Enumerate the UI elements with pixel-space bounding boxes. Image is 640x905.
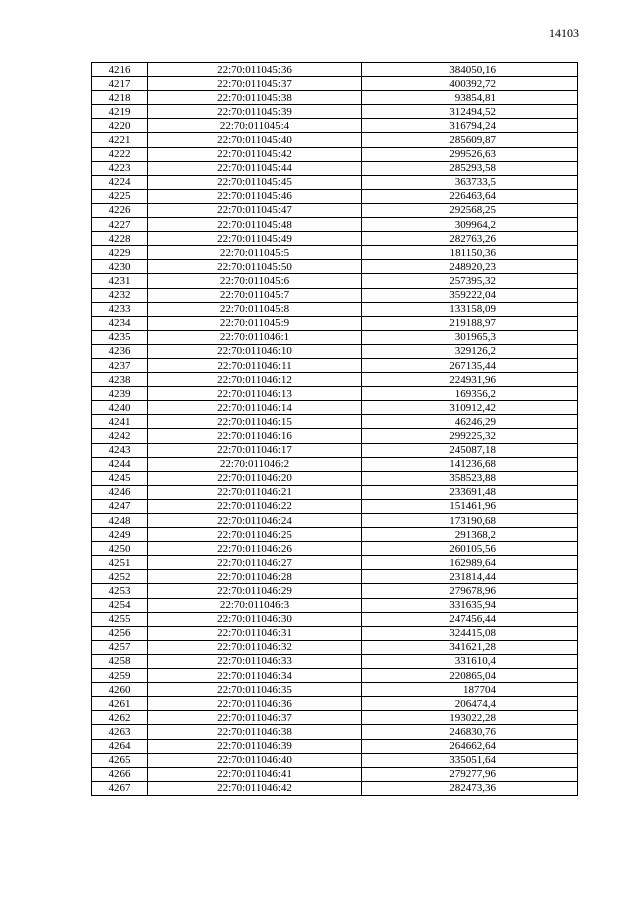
cadastral-number-cell: 22:70:011045:44	[148, 161, 362, 175]
row-number-cell: 4217	[92, 77, 148, 91]
page-number: 14103	[549, 26, 579, 40]
value-cell: 187704	[362, 683, 578, 697]
table-row	[92, 330, 578, 344]
table-row	[92, 119, 578, 133]
row-number-cell: 4244	[92, 457, 148, 471]
cadastral-number-cell: 22:70:011045:36	[148, 63, 362, 77]
cadastral-number-cell: 22:70:011046:42	[148, 781, 362, 795]
value-cell: 151461,96	[362, 499, 578, 513]
row-number-cell: 4236	[92, 344, 148, 358]
value-cell: 246830,76	[362, 725, 578, 739]
cadastral-number-cell: 22:70:011046:17	[148, 443, 362, 457]
table-row	[92, 387, 578, 401]
cadastral-number-cell: 22:70:011046:31	[148, 626, 362, 640]
value-cell: 233691,48	[362, 485, 578, 499]
cadastral-number-cell: 22:70:011045:48	[148, 218, 362, 232]
value-cell: 301965,3	[362, 330, 578, 344]
row-number-cell: 4267	[92, 781, 148, 795]
cadastral-number-cell: 22:70:011046:13	[148, 387, 362, 401]
row-number-cell: 4242	[92, 429, 148, 443]
row-number-cell: 4245	[92, 471, 148, 485]
value-cell: 282763,26	[362, 232, 578, 246]
cadastral-number-cell: 22:70:011046:28	[148, 570, 362, 584]
cadastral-number-cell: 22:70:011046:14	[148, 401, 362, 415]
table-row	[92, 443, 578, 457]
value-cell: 359222,04	[362, 288, 578, 302]
row-number-cell: 4262	[92, 711, 148, 725]
value-cell: 141236,68	[362, 457, 578, 471]
table-row	[92, 218, 578, 232]
table-row	[92, 260, 578, 274]
value-cell: 331610,4	[362, 654, 578, 668]
value-cell: 309964,2	[362, 218, 578, 232]
value-cell: 264662,64	[362, 739, 578, 753]
cadastral-number-cell: 22:70:011045:37	[148, 77, 362, 91]
value-cell: 224931,96	[362, 373, 578, 387]
cadastral-number-cell: 22:70:011045:45	[148, 175, 362, 189]
cadastral-number-cell: 22:70:011046:25	[148, 528, 362, 542]
value-cell: 291368,2	[362, 528, 578, 542]
table-row	[92, 288, 578, 302]
table-row	[92, 598, 578, 612]
cadastral-number-cell: 22:70:011045:40	[148, 133, 362, 147]
cadastral-number-cell: 22:70:011046:41	[148, 767, 362, 781]
cadastral-value-table	[91, 62, 578, 796]
table-row	[92, 246, 578, 260]
cadastral-number-cell: 22:70:011045:7	[148, 288, 362, 302]
cadastral-number-cell: 22:70:011046:37	[148, 711, 362, 725]
row-number-cell: 4238	[92, 373, 148, 387]
value-cell: 220865,04	[362, 669, 578, 683]
table-row	[92, 626, 578, 640]
row-number-cell: 4248	[92, 514, 148, 528]
cadastral-number-cell: 22:70:011046:32	[148, 640, 362, 654]
table-row	[92, 612, 578, 626]
value-cell: 226463,64	[362, 189, 578, 203]
cadastral-number-cell: 22:70:011046:24	[148, 514, 362, 528]
value-cell: 358523,88	[362, 471, 578, 485]
cadastral-number-cell: 22:70:011046:27	[148, 556, 362, 570]
table-row	[92, 753, 578, 767]
table-row	[92, 457, 578, 471]
value-cell: 285609,87	[362, 133, 578, 147]
value-cell: 248920,23	[362, 260, 578, 274]
cadastral-number-cell: 22:70:011046:26	[148, 542, 362, 556]
table-row	[92, 203, 578, 217]
table-row	[92, 232, 578, 246]
row-number-cell: 4234	[92, 316, 148, 330]
table-row	[92, 91, 578, 105]
value-cell: 173190,68	[362, 514, 578, 528]
row-number-cell: 4260	[92, 683, 148, 697]
row-number-cell: 4223	[92, 161, 148, 175]
cadastral-number-cell: 22:70:011046:20	[148, 471, 362, 485]
row-number-cell: 4266	[92, 767, 148, 781]
row-number-cell: 4249	[92, 528, 148, 542]
row-number-cell: 4231	[92, 274, 148, 288]
table-row	[92, 683, 578, 697]
table-row	[92, 542, 578, 556]
row-number-cell: 4216	[92, 63, 148, 77]
value-cell: 279277,96	[362, 767, 578, 781]
table-row	[92, 401, 578, 415]
table-row	[92, 344, 578, 358]
table-row	[92, 556, 578, 570]
cadastral-number-cell: 22:70:011045:8	[148, 302, 362, 316]
row-number-cell: 4261	[92, 697, 148, 711]
row-number-cell: 4229	[92, 246, 148, 260]
cadastral-number-cell: 22:70:011046:38	[148, 725, 362, 739]
cadastral-number-cell: 22:70:011046:21	[148, 485, 362, 499]
table-row	[92, 274, 578, 288]
row-number-cell: 4239	[92, 387, 148, 401]
row-number-cell: 4251	[92, 556, 148, 570]
value-cell: 299526,63	[362, 147, 578, 161]
table-row	[92, 781, 578, 795]
row-number-cell: 4226	[92, 203, 148, 217]
value-cell: 282473,36	[362, 781, 578, 795]
table-row	[92, 358, 578, 372]
cadastral-number-cell: 22:70:011046:34	[148, 669, 362, 683]
cadastral-number-cell: 22:70:011045:46	[148, 189, 362, 203]
table-row	[92, 640, 578, 654]
value-cell: 162989,64	[362, 556, 578, 570]
row-number-cell: 4227	[92, 218, 148, 232]
value-cell: 181150,36	[362, 246, 578, 260]
row-number-cell: 4258	[92, 654, 148, 668]
value-cell: 285293,58	[362, 161, 578, 175]
row-number-cell: 4218	[92, 91, 148, 105]
cadastral-number-cell: 22:70:011045:47	[148, 203, 362, 217]
cadastral-number-cell: 22:70:011046:33	[148, 654, 362, 668]
row-number-cell: 4252	[92, 570, 148, 584]
row-number-cell: 4259	[92, 669, 148, 683]
cadastral-number-cell: 22:70:011046:1	[148, 330, 362, 344]
table-row	[92, 302, 578, 316]
table-row	[92, 147, 578, 161]
table-row	[92, 105, 578, 119]
row-number-cell: 4243	[92, 443, 148, 457]
row-number-cell: 4250	[92, 542, 148, 556]
value-cell: 206474,4	[362, 697, 578, 711]
cadastral-number-cell: 22:70:011046:3	[148, 598, 362, 612]
row-number-cell: 4219	[92, 105, 148, 119]
table-row	[92, 133, 578, 147]
table-row	[92, 415, 578, 429]
table-row	[92, 654, 578, 668]
cadastral-number-cell: 22:70:011045:38	[148, 91, 362, 105]
cadastral-number-cell: 22:70:011046:30	[148, 612, 362, 626]
value-cell: 324415,08	[362, 626, 578, 640]
value-cell: 245087,18	[362, 443, 578, 457]
cadastral-number-cell: 22:70:011046:29	[148, 584, 362, 598]
value-cell: 292568,25	[362, 203, 578, 217]
row-number-cell: 4253	[92, 584, 148, 598]
cadastral-number-cell: 22:70:011045:42	[148, 147, 362, 161]
row-number-cell: 4241	[92, 415, 148, 429]
value-cell: 93854,81	[362, 91, 578, 105]
row-number-cell: 4220	[92, 119, 148, 133]
table-row	[92, 767, 578, 781]
cadastral-number-cell: 22:70:011046:2	[148, 457, 362, 471]
cadastral-number-cell: 22:70:011046:35	[148, 683, 362, 697]
row-number-cell: 4240	[92, 401, 148, 415]
value-cell: 299225,32	[362, 429, 578, 443]
row-number-cell: 4237	[92, 358, 148, 372]
table-row	[92, 77, 578, 91]
table-row	[92, 570, 578, 584]
table-row	[92, 189, 578, 203]
row-number-cell: 4221	[92, 133, 148, 147]
table-row	[92, 697, 578, 711]
cadastral-number-cell: 22:70:011045:9	[148, 316, 362, 330]
value-cell: 310912,42	[362, 401, 578, 415]
cadastral-number-cell: 22:70:011046:10	[148, 344, 362, 358]
value-cell: 257395,32	[362, 274, 578, 288]
row-number-cell: 4265	[92, 753, 148, 767]
value-cell: 267135,44	[362, 358, 578, 372]
cadastral-number-cell: 22:70:011046:22	[148, 499, 362, 513]
value-cell: 331635,94	[362, 598, 578, 612]
cadastral-number-cell: 22:70:011046:39	[148, 739, 362, 753]
value-cell: 329126,2	[362, 344, 578, 358]
cadastral-number-cell: 22:70:011045:4	[148, 119, 362, 133]
row-number-cell: 4230	[92, 260, 148, 274]
value-cell: 193022,28	[362, 711, 578, 725]
table-row	[92, 161, 578, 175]
cadastral-number-cell: 22:70:011045:5	[148, 246, 362, 260]
row-number-cell: 4224	[92, 175, 148, 189]
row-number-cell: 4254	[92, 598, 148, 612]
row-number-cell: 4247	[92, 499, 148, 513]
table-row	[92, 584, 578, 598]
value-cell: 279678,96	[362, 584, 578, 598]
value-cell: 219188,97	[362, 316, 578, 330]
cadastral-number-cell: 22:70:011045:39	[148, 105, 362, 119]
value-cell: 363733,5	[362, 175, 578, 189]
value-cell: 400392,72	[362, 77, 578, 91]
table-row	[92, 429, 578, 443]
table-row	[92, 711, 578, 725]
row-number-cell: 4263	[92, 725, 148, 739]
value-cell: 316794,24	[362, 119, 578, 133]
row-number-cell: 4246	[92, 485, 148, 499]
value-cell: 247456,44	[362, 612, 578, 626]
value-cell: 46246,29	[362, 415, 578, 429]
cadastral-number-cell: 22:70:011046:12	[148, 373, 362, 387]
table-row	[92, 63, 578, 77]
table-row	[92, 499, 578, 513]
table-row	[92, 739, 578, 753]
value-cell: 231814,44	[362, 570, 578, 584]
row-number-cell: 4222	[92, 147, 148, 161]
table-row	[92, 373, 578, 387]
row-number-cell: 4228	[92, 232, 148, 246]
row-number-cell: 4232	[92, 288, 148, 302]
value-cell: 260105,56	[362, 542, 578, 556]
row-number-cell: 4225	[92, 189, 148, 203]
value-cell: 133158,09	[362, 302, 578, 316]
cadastral-number-cell: 22:70:011045:49	[148, 232, 362, 246]
cadastral-number-cell: 22:70:011046:11	[148, 358, 362, 372]
row-number-cell: 4256	[92, 626, 148, 640]
row-number-cell: 4233	[92, 302, 148, 316]
table-row	[92, 316, 578, 330]
value-cell: 384050,16	[362, 63, 578, 77]
table-row	[92, 528, 578, 542]
table-row	[92, 471, 578, 485]
table-row	[92, 514, 578, 528]
cadastral-number-cell: 22:70:011046:36	[148, 697, 362, 711]
cadastral-number-cell: 22:70:011046:16	[148, 429, 362, 443]
cadastral-number-cell: 22:70:011045:6	[148, 274, 362, 288]
cadastral-number-cell: 22:70:011046:15	[148, 415, 362, 429]
cadastral-number-cell: 22:70:011046:40	[148, 753, 362, 767]
value-cell: 312494,52	[362, 105, 578, 119]
table-row	[92, 175, 578, 189]
value-cell: 169356,2	[362, 387, 578, 401]
table-row	[92, 725, 578, 739]
row-number-cell: 4235	[92, 330, 148, 344]
row-number-cell: 4255	[92, 612, 148, 626]
table-row	[92, 485, 578, 499]
cadastral-number-cell: 22:70:011045:50	[148, 260, 362, 274]
row-number-cell: 4257	[92, 640, 148, 654]
value-cell: 335051,64	[362, 753, 578, 767]
table-row	[92, 669, 578, 683]
table-body	[92, 63, 578, 796]
value-cell: 341621,28	[362, 640, 578, 654]
row-number-cell: 4264	[92, 739, 148, 753]
